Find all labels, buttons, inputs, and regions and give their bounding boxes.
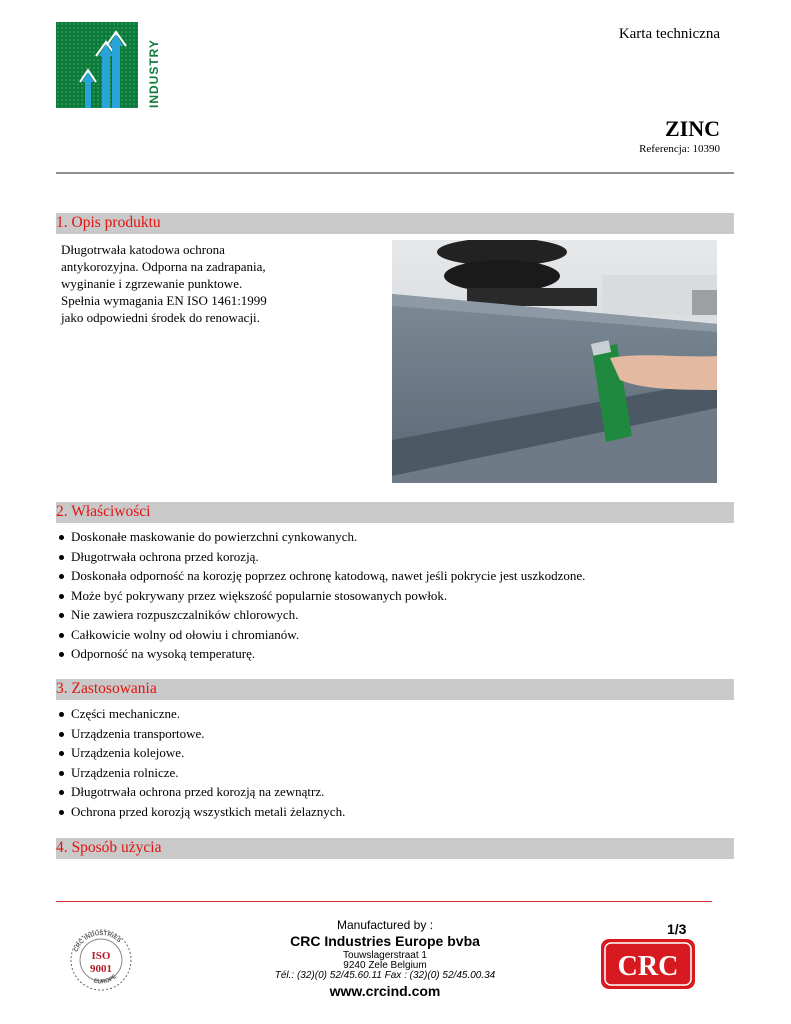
product-description: Długotrwała katodowa ochrona antykorozyjna. Odporna na zadrapania, wyginanie i zgrzewanie punktowe. Spełnia wymagania EN ISO 1461:1999 jako odpowiedni środek do renowacji. xyxy=(61,242,267,325)
list-item: Części mechaniczne. xyxy=(56,704,345,724)
footer-divider xyxy=(56,901,712,902)
svg-text:EUROPE: EUROPE xyxy=(92,973,119,986)
list-item: Urządzenia transportowe. xyxy=(56,724,345,744)
list-item: Odporność na wysoką temperaturę. xyxy=(56,644,585,664)
crc-logo-icon xyxy=(600,938,696,990)
svg-text:INDUSTRY: INDUSTRY xyxy=(147,39,161,108)
logo-wordmark xyxy=(138,22,166,108)
list-item: Urządzenia rolnicze. xyxy=(56,763,345,783)
document-type: Karta techniczna xyxy=(618,26,720,42)
list-item: Całkowicie wolny od ołowiu i chromianów. xyxy=(56,625,585,645)
svg-text:9001: 9001 xyxy=(90,963,112,975)
list-item: Długotrwała ochrona przed korozją. xyxy=(56,547,585,567)
svg-text:CRC: CRC xyxy=(617,951,679,982)
list-item: Urządzenia kolejowe. xyxy=(56,743,345,763)
industry-logo xyxy=(56,22,166,108)
logo-arrows-icon xyxy=(56,22,138,108)
applications-list xyxy=(56,704,345,821)
list-item: Długotrwała ochrona przed korozją na zewnątrz. xyxy=(56,782,345,802)
manufactured-by-label: Manufactured by : xyxy=(336,918,434,932)
list-item: Doskonałe maskowanie do powierzchni cynkowanych. xyxy=(56,527,585,547)
svg-text:ISO: ISO xyxy=(91,950,111,962)
company-website-link[interactable]: www.crcind.com xyxy=(329,983,441,999)
product-reference: Referencja: 10390 xyxy=(639,143,720,155)
company-street: Touwslagerstraat 1 xyxy=(343,950,427,961)
list-item: Ochrona przed korozją wszystkich metali żelaznych. xyxy=(56,802,345,822)
section-4-title: 4. Sposób użycia xyxy=(56,839,162,856)
section-4-header xyxy=(56,838,734,859)
header-divider xyxy=(56,172,734,174)
product-photo xyxy=(392,240,717,483)
section-2-title: 2. Właściwości xyxy=(56,503,151,520)
section-1-header xyxy=(56,213,734,234)
product-title: ZINC xyxy=(664,116,720,141)
company-phone-fax: Tél.: (32)(0) 52/45.60.11 Fax : (32)(0) 52/45.00.34 xyxy=(274,970,496,981)
list-item: Doskonała odporność na korozję poprzez ochronę katodową, nawet jeśli pokrycie jest uszkodzone. xyxy=(56,566,585,586)
page-number: 1/3 xyxy=(667,921,687,937)
section-3-title: 3. Zastosowania xyxy=(56,680,157,697)
company-name: CRC Industries Europe bvba xyxy=(290,933,480,949)
properties-list xyxy=(56,527,585,664)
company-city: 9240 Zele Belgium xyxy=(343,960,427,971)
section-3-header xyxy=(56,679,734,700)
section-2-header xyxy=(56,502,734,523)
section-1-title: 1. Opis produktu xyxy=(56,214,161,231)
list-item: Nie zawiera rozpuszczalników chlorowych. xyxy=(56,605,585,625)
svg-text:CRC INDUSTRIES: CRC INDUSTRIES xyxy=(73,930,122,953)
iso-9001-seal-icon xyxy=(68,924,134,996)
list-item: Może być pokrywany przez większość popularnie stosowanych powłok. xyxy=(56,586,585,606)
